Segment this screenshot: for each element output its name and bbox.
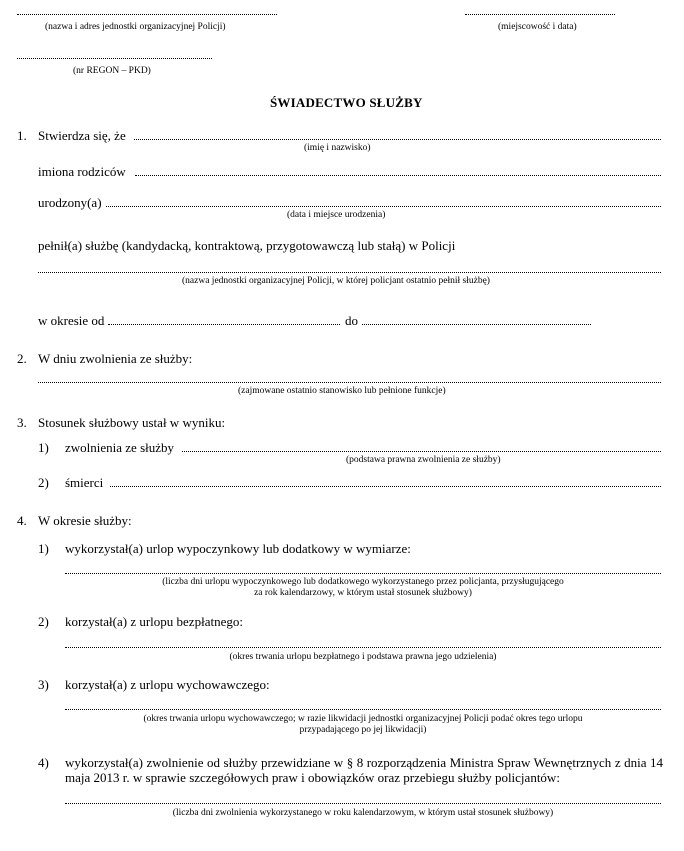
parents-field[interactable] xyxy=(135,175,661,176)
period-from-label: w okresie od xyxy=(38,313,105,328)
period-to-label: do xyxy=(345,313,358,328)
s4-item-4-label: wykorzystał(a) zwolnienie od służby przewidziane w § 8 rozporządzenia Ministra Spraw Wewnętrznych z dnia 14 maja 2013 r. w sprawie szczegółowych praw i obowiązków oraz przebiegu służby policjantów: xyxy=(65,755,663,785)
unit-name-caption: (nazwa i adres jednostki organizacyjnej Policji) xyxy=(45,22,226,32)
parents-label: imiona rodziców xyxy=(38,164,126,179)
born-label: urodzony(a) xyxy=(38,195,102,210)
period-from-field[interactable] xyxy=(108,324,340,325)
period-to-field[interactable] xyxy=(362,324,591,325)
unit-caption: (nazwa jednostki organizacyjnej Policji, w której policjant ostatnio pełnił służbę) xyxy=(182,276,490,286)
s4-item-3-number: 3) xyxy=(38,677,49,692)
position-field[interactable] xyxy=(38,382,661,383)
s3-item-1-label: zwolnienia ze służby xyxy=(65,440,175,455)
birth-caption: (data i miejsce urodzenia) xyxy=(287,210,386,220)
s4-item-2-label: korzystał(a) z urlopu bezpłatnego: xyxy=(65,614,243,629)
s4-item-2-number: 2) xyxy=(38,614,49,629)
unpaid-leave-caption: (okres trwania urlopu bezpłatnego i podstawa prawna jego udzielenia) xyxy=(229,652,497,662)
served-label: pełnił(a) służbę (kandydacką, kontraktową, przygotowawczą lub stałą) w Policji xyxy=(38,238,456,253)
regon-caption: (nr REGON – PKD) xyxy=(73,66,151,76)
unit-name-field[interactable] xyxy=(17,14,277,15)
exemption-caption: (liczba dni zwolnienia wykorzystanego w roku kalendarzowym, w którym ustał stosunek służbowy) xyxy=(172,808,554,818)
parental-leave-caption-line-1: (okres trwania urlopu wychowawczego; w razie likwidacji jednostki organizacyjnej Policji podać okres tego urlopu xyxy=(143,714,583,724)
dismissal-field[interactable] xyxy=(182,451,661,452)
dismissal-caption: (podstawa prawna zwolnienia ze służby) xyxy=(346,455,501,465)
place-date-caption: (miejscowość i data) xyxy=(498,22,577,32)
name-caption: (imię i nazwisko) xyxy=(304,143,371,153)
section-1-number: 1. xyxy=(17,128,27,143)
s3-item-2-label: śmierci xyxy=(65,475,104,490)
unit-field[interactable] xyxy=(38,272,661,273)
leave-caption-line-1: (liczba dni urlopu wypoczynkowego lub dodatkowego wykorzystanego przez policjanta, przysługującego xyxy=(162,577,564,587)
section-3-number: 3. xyxy=(17,415,27,430)
exemption-field[interactable] xyxy=(65,803,661,804)
birth-field[interactable] xyxy=(106,206,661,207)
parental-leave-caption-line-2: przypadającego po jej likwidacji) xyxy=(299,725,427,735)
position-caption: (zajmowane ostatnio stanowisko lub pełnione funkcje) xyxy=(238,386,446,396)
section-2-label: W dniu zwolnienia ze służby: xyxy=(38,351,193,366)
s4-item-3-label: korzystał(a) z urlopu wychowawczego: xyxy=(65,677,270,692)
s4-item-4-number: 4) xyxy=(38,755,49,770)
death-field[interactable] xyxy=(110,486,661,487)
s3-item-1-number: 1) xyxy=(38,440,49,455)
s4-item-1-label: wykorzystał(a) urlop wypoczynkowy lub dodatkowy w wymiarze: xyxy=(65,541,411,556)
section-4-label: W okresie służby: xyxy=(38,513,132,528)
leave-field[interactable] xyxy=(65,573,661,574)
regon-field[interactable] xyxy=(17,58,212,59)
document-title: ŚWIADECTWO SŁUŻBY xyxy=(270,95,423,110)
s4-item-1-number: 1) xyxy=(38,541,49,556)
parental-leave-field[interactable] xyxy=(65,709,661,710)
section-3-label: Stosunek służbowy ustał w wyniku: xyxy=(38,415,226,430)
stwierdza-label: Stwierdza się, że xyxy=(38,128,126,143)
unpaid-leave-field[interactable] xyxy=(65,647,661,648)
leave-caption-line-2: za rok kalendarzowy, w którym ustał stosunek służbowy) xyxy=(254,588,472,598)
section-2-number: 2. xyxy=(17,351,27,366)
place-date-field[interactable] xyxy=(465,14,615,15)
name-field[interactable] xyxy=(134,139,661,140)
s3-item-2-number: 2) xyxy=(38,475,49,490)
section-4-number: 4. xyxy=(17,513,27,528)
